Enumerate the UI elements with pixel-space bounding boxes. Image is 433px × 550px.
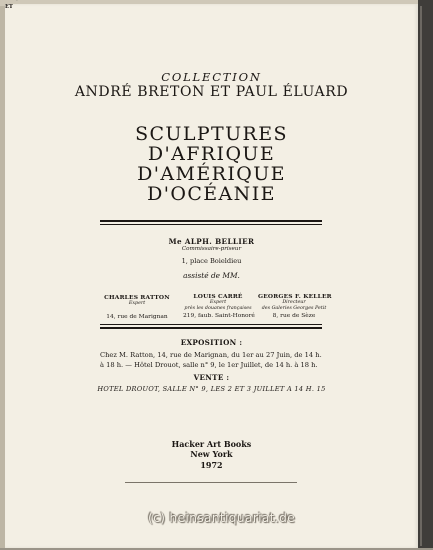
expert-keller <box>258 293 330 319</box>
divider-top-thin <box>100 224 322 225</box>
divider-mid-thin <box>100 324 322 325</box>
expert-role: Expert près les douanes françaises <box>184 300 252 311</box>
conjunction-et: ET <box>5 4 13 10</box>
expert-address: 8, rue de Sèze <box>272 313 316 319</box>
divider-top-thick <box>100 220 322 222</box>
expert-name: GEORGES F. KELLER <box>258 293 332 300</box>
title-line-4: D'OCÉANIE <box>147 183 276 205</box>
expert-ratton <box>97 294 177 320</box>
publisher-name: Hacker Art Books <box>171 439 252 449</box>
pencil-mark: · <box>16 0 18 5</box>
vente-text: HOTEL DROUOT, SALLE N° 9, LES 2 ET 3 JUILLET A 14 H. 15 <box>97 385 326 393</box>
auctioneer-name: Me ALPH. BELLIER <box>168 237 255 246</box>
exposition-heading: EXPOSITION : <box>180 338 243 347</box>
expert-address: 14, rue de Marignan <box>106 314 168 320</box>
auctioneer-address: 1, place Boieldieu <box>181 257 242 265</box>
collectors-names: ANDRÉ BRETON ET PAUL ÉLUARD <box>74 84 349 100</box>
expert-role: Expert <box>128 301 146 306</box>
expert-role: Directeur des Galeries Georges Petit <box>261 300 327 311</box>
expert-address: 219, faub. Saint-Honoré <box>183 313 255 319</box>
exposition-line-1: Chez M. Ratton, 14, rue de Marignan, du 1er au 27 Juin, de 14 h. <box>100 351 322 359</box>
collection-label: COLLECTION <box>161 70 262 84</box>
watermark-text: (c) heinsantiquariat.de <box>148 510 295 525</box>
auctioneer-role: Commissaire-priseur <box>181 246 242 252</box>
expert-name: CHARLES RATTON <box>104 294 170 301</box>
exposition-line-2: à 18 h. — Hôtel Drouot, salle n° 9, le 1er Juillet, de 14 h. à 18 h. <box>100 361 318 369</box>
faint-bottom-line <box>125 482 297 483</box>
title-line-3: D'AMÉRIQUE <box>137 163 286 185</box>
expert-name: LOUIS CARRÉ <box>193 293 243 300</box>
assisted-by-label: assisté de MM. <box>183 271 240 280</box>
title-line-1: SCULPTURES <box>135 123 288 145</box>
divider-mid-thick <box>100 327 322 329</box>
publisher-city: New York <box>190 449 233 459</box>
title-line-2: D'AFRIQUE <box>147 143 276 165</box>
publication-year: 1972 <box>200 460 223 470</box>
book-binding-edge <box>418 0 433 550</box>
binding-highlight <box>420 6 422 546</box>
expert-carre <box>183 293 253 319</box>
title-page <box>5 4 418 548</box>
vente-heading: VENTE : <box>193 373 230 382</box>
